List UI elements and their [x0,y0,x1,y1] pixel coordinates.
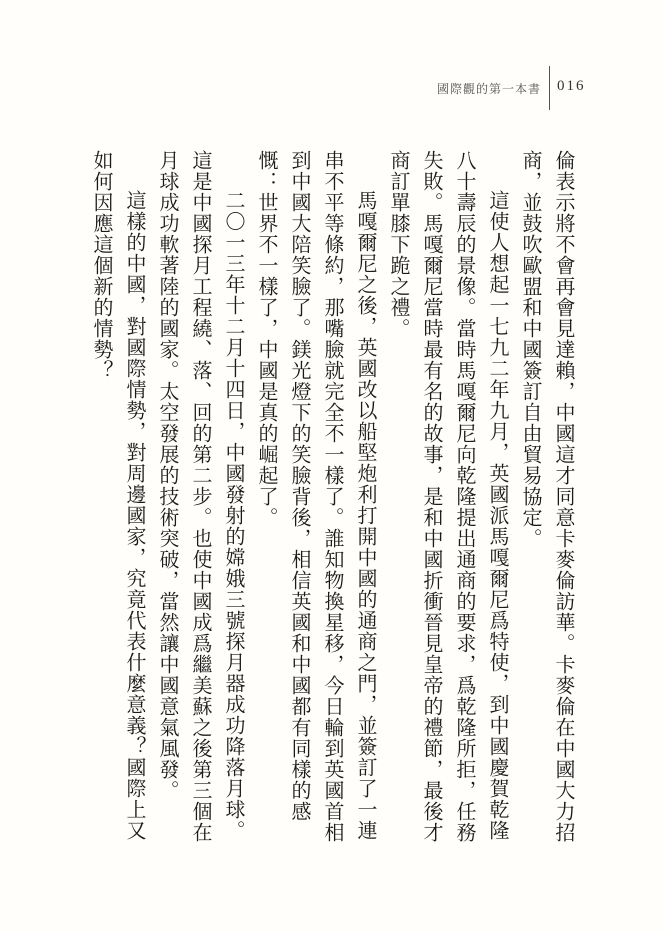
paragraph: 這樣的中國，對國際情勢，對周邊國家，究竟代表什麼意義？國際上又如何因應這個新的情勢？ [90,150,147,841]
paragraph: 倫表示將不會再會見達賴，中國這才同意卡麥倫訪華。卡麥倫在中國大力招商，並鼓吹歐盟和中國簽訂自由貿易協定。 [519,150,576,843]
book-title: 國際觀的第一本書 [436,82,541,96]
paragraph: 馬嘎爾尼之後，英國改以船堅炮利打開中國的通商之門，並簽訂了一連串不平等條約，那嘴臉就完全不一樣了。誰知物換星移，今日輪到英國首相到中國大陪笑臉了。鎂光燈下的笑臉背後，相信英國和中國都有同樣的感慨：世界不一樣了，中國是真的崛起了。 [255,150,378,843]
page-number: 016 [557,78,586,94]
running-header [0,76,663,106]
paragraph: 這使人想起一七九二年九月，英國派馬嘎爾尼爲特使，到中國慶賀乾隆八十壽辰的景像。當時馬嘎爾尼向乾隆提出通商的要求，爲乾隆所拒，任務失敗。馬嘎爾尼當時最有名的故事，是和中國折衝晉見皇帝的禮節，最後才商訂單膝下跪之禮。 [387,150,510,843]
paragraph: 二〇一三年十二月十四日，中國發射的嫦娥三號探月器成功降落月球。這是中國探月工程繞、落、回的第二步。也使中國成爲繼美蘇之後第三個在月球成功軟著陸的國家。太空發展的技術突破，當然讓中國意氣風發。 [156,150,246,843]
header-divider [549,66,550,110]
body-text [90,150,580,850]
